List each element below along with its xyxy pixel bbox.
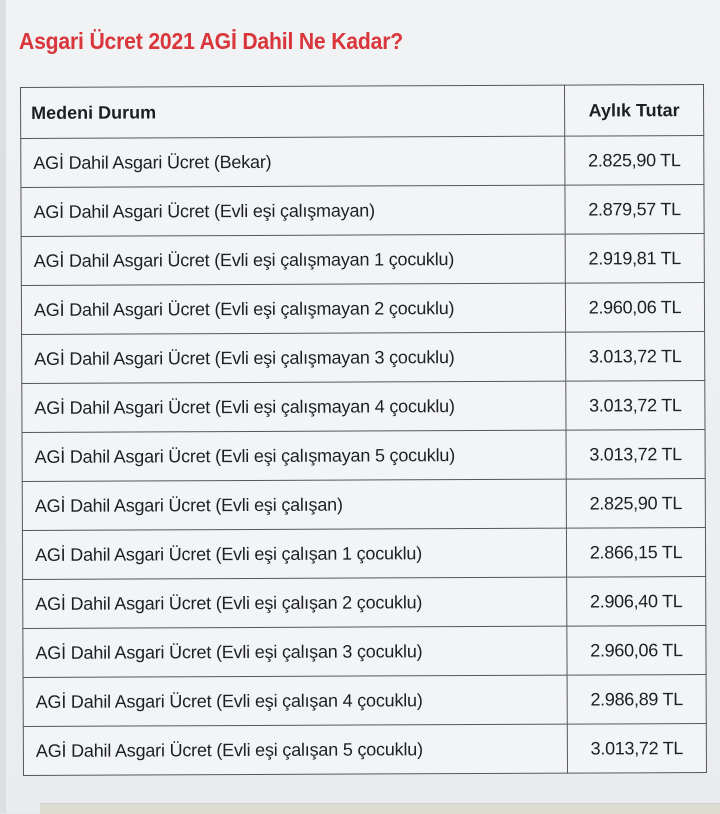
table-row [23,577,706,629]
table-row [22,381,705,433]
table-row [21,136,704,188]
row-amount: 2.919,81 TL [565,234,704,284]
row-label: AGİ Dahil Asgari Ücret (Evli eşi çalışmayan) [21,185,565,236]
row-label: AGİ Dahil Asgari Ücret (Evli eşi çalışan 4 çocuklu) [23,675,567,726]
row-label: AGİ Dahil Asgari Ücret (Evli eşi çalışan 1 çocuklu) [22,528,566,579]
next-content-block-edge [40,803,720,814]
page-title: Asgari Ücret 2021 AGİ Dahil Ne Kadar? [19,28,404,54]
row-amount: 2.906,40 TL [567,577,706,627]
table-row [22,479,705,531]
row-amount: 2.825,90 TL [566,479,705,529]
row-amount: 2.866,15 TL [566,528,705,578]
article-page [6,0,720,813]
row-label: AGİ Dahil Asgari Ücret (Evli eşi çalışan 3 çocuklu) [23,626,567,677]
row-label: AGİ Dahil Asgari Ücret (Evli eşi çalışan 5 çocuklu) [23,724,567,775]
row-amount: 2.960,06 TL [565,283,704,333]
minimum-wage-table [20,84,707,776]
table-row [21,234,704,286]
row-amount: 3.013,72 TL [566,430,705,480]
row-amount: 3.013,72 TL [566,381,705,431]
header-monthly-amount: Aylık Tutar [564,85,703,137]
row-label: AGİ Dahil Asgari Ücret (Evli eşi çalışan) [22,479,566,530]
row-label: AGİ Dahil Asgari Ücret (Evli eşi çalışmayan 3 çocuklu) [22,332,566,383]
table-row [22,332,705,384]
table-row [22,528,705,580]
table-row [23,626,706,678]
table-row [23,675,706,727]
row-amount: 2.879,57 TL [565,185,704,235]
row-amount: 3.013,72 TL [566,332,705,382]
table-row [22,430,705,482]
table-header-row [21,85,704,139]
table-row [23,724,706,776]
row-label: AGİ Dahil Asgari Ücret (Evli eşi çalışmayan 5 çocuklu) [22,430,566,481]
row-amount: 2.825,90 TL [565,136,704,186]
table-row [21,283,704,335]
row-label: AGİ Dahil Asgari Ücret (Bekar) [21,136,565,187]
header-marital-status: Medeni Durum [21,85,565,138]
row-amount: 2.960,06 TL [567,626,706,676]
row-label: AGİ Dahil Asgari Ücret (Evli eşi çalışmayan 1 çocuklu) [21,234,565,285]
row-amount: 3.013,72 TL [567,724,706,774]
row-label: AGİ Dahil Asgari Ücret (Evli eşi çalışmayan 4 çocuklu) [22,381,566,432]
row-amount: 2.986,89 TL [567,675,706,725]
row-label: AGİ Dahil Asgari Ücret (Evli eşi çalışmayan 2 çocuklu) [21,283,565,334]
table-row [21,185,704,237]
row-label: AGİ Dahil Asgari Ücret (Evli eşi çalışan 2 çocuklu) [23,577,567,628]
